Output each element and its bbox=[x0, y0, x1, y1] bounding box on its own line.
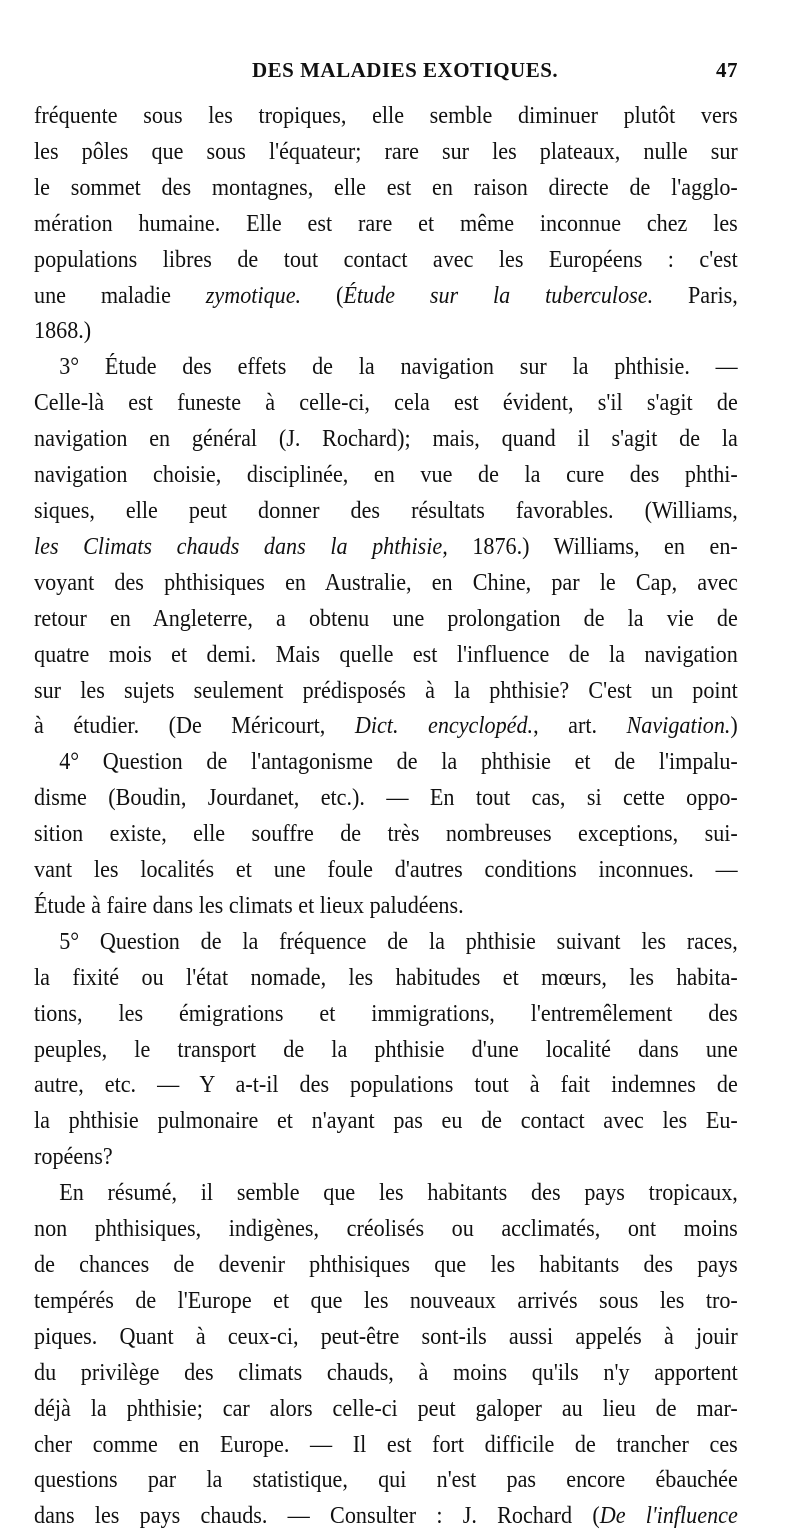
text-line: sur les sujets seulement prédisposés à la phthisie? C'est un point bbox=[34, 676, 738, 704]
text-line: questions par la statistique, qui n'est pas encore ébauchée bbox=[34, 1466, 738, 1494]
text-line: Celle-là est funeste à celle-ci, cela est évident, s'il s'agit de bbox=[34, 389, 738, 417]
text-line: siques, elle peut donner des résultats favorables. (Williams, bbox=[34, 496, 738, 524]
text-line: mération humaine. Elle est rare et même inconnue chez les bbox=[34, 209, 738, 237]
text-line: piques. Quant à ceux-ci, peut-être sont-ils aussi appelés à jouir bbox=[34, 1322, 738, 1350]
text-line: de chances de devenir phthisiques que les habitants des pays bbox=[34, 1251, 738, 1278]
running-title: DES MALADIES EXOTIQUES. bbox=[252, 58, 559, 82]
text-line: tions, les émigrations et immigrations, l'entremêlement des bbox=[34, 999, 738, 1027]
text-line: quatre mois et demi. Mais quelle est l'influence de la navigation bbox=[34, 640, 738, 668]
text-line: les pôles que sous l'équateur; rare sur les plateaux, nulle sur bbox=[34, 137, 738, 165]
text-line: déjà la phthisie; car alors celle-ci peut galoper au lieu de mar- bbox=[34, 1394, 738, 1422]
text-line: la fixité ou l'état nomade, les habitudes et mœurs, les habita- bbox=[34, 963, 738, 991]
text-line: la phthisie pulmonaire et n'ayant pas eu de contact avec les Eu- bbox=[34, 1107, 738, 1135]
text-line: fréquente sous les tropiques, elle semble diminuer plutôt vers bbox=[34, 102, 738, 129]
text-line: le sommet des montagnes, elle est en raison directe de l'agglo- bbox=[34, 173, 738, 201]
text-line: à étudier. (De Méricourt, Dict. encyclopéd., art. Navigation.) bbox=[34, 712, 738, 740]
text-line: disme (Boudin, Jourdanet, etc.). — En tout cas, si cette oppo- bbox=[34, 784, 738, 812]
text-line: du privilège des climats chauds, à moins qu'ils n'y apportent bbox=[34, 1358, 738, 1386]
page-number: 47 bbox=[716, 58, 738, 82]
text-line: sition existe, elle souffre de très nombreuses exceptions, sui- bbox=[34, 820, 738, 848]
text-line: vant les localités et une foule d'autres conditions inconnues. — bbox=[34, 856, 738, 884]
text-line: 4° Question de l'antagonisme de la phthisie et de l'impalu- bbox=[59, 748, 738, 776]
text-line: navigation choisie, disciplinée, en vue de la cure des phthi- bbox=[34, 461, 738, 489]
text-line: peuples, le transport de la phthisie d'une localité dans une bbox=[34, 1035, 738, 1063]
text-line: navigation en général (J. Rochard); mais, quand il s'agit de la bbox=[34, 425, 738, 453]
text-line: une maladie zymotique. (Étude sur la tuberculose. Paris, bbox=[34, 281, 738, 309]
text-line: Étude à faire dans les climats et lieux paludéens. bbox=[34, 891, 464, 919]
text-line: En résumé, il semble que les habitants des pays tropicaux, bbox=[59, 1179, 738, 1207]
text-line: les Climats chauds dans la phthisie, 1876.) Williams, en en- bbox=[34, 532, 738, 560]
text-line: non phthisiques, indigènes, créolisés ou acclimatés, ont moins bbox=[34, 1215, 738, 1243]
text-line: ropéens? bbox=[34, 1143, 113, 1171]
text-line: 1868.) bbox=[34, 317, 92, 345]
text-line: 5° Question de la fréquence de la phthisie suivant les races, bbox=[59, 927, 738, 955]
text-line: tempérés de l'Europe et que les nouveaux arrivés sous les tro- bbox=[34, 1286, 738, 1314]
text-line: voyant des phthisiques en Australie, en Chine, par le Cap, avec bbox=[34, 568, 738, 596]
text-line: cher comme en Europe. — Il est fort difficile de trancher ces bbox=[34, 1430, 738, 1458]
text-line: populations libres de tout contact avec les Européens : c'est bbox=[34, 245, 738, 273]
running-head bbox=[34, 58, 738, 98]
text-line: autre, etc. — Y a-t-il des populations tout à fait indemnes de bbox=[34, 1071, 738, 1099]
body-text bbox=[34, 98, 738, 1534]
book-page bbox=[34, 58, 738, 1534]
text-line: dans les pays chauds. — Consulter : J. Rochard (De l'influence bbox=[34, 1502, 738, 1530]
text-line: retour en Angleterre, a obtenu une prolongation de la vie de bbox=[34, 604, 738, 632]
text-line: 3° Étude des effets de la navigation sur la phthisie. — bbox=[59, 353, 738, 381]
